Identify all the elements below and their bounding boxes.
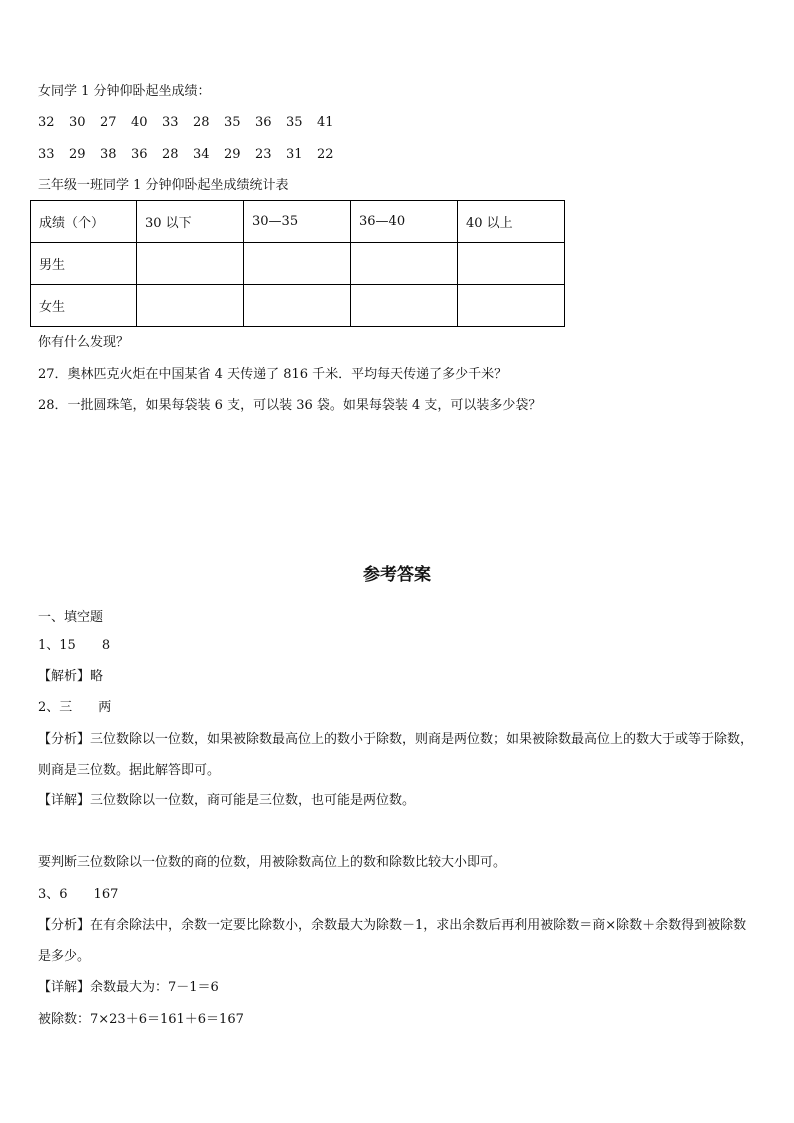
score: 29	[224, 147, 241, 162]
row-label-boys: 男生	[31, 243, 137, 285]
row-label-girls: 女生	[31, 285, 137, 327]
score: 36	[131, 147, 148, 162]
score: 31	[286, 147, 303, 162]
score: 22	[317, 147, 334, 162]
answers-title: 参考答案	[363, 565, 431, 585]
score: 35	[224, 115, 241, 130]
empty-cell	[458, 243, 565, 285]
table-row	[31, 285, 565, 327]
score: 30	[69, 115, 86, 130]
answer-2-detail: 【详解】三位数除以一位数，商可能是三位数，也可能是两位数。	[38, 793, 416, 808]
answer-1: 1、15 8	[38, 638, 111, 653]
score-statistics-table	[30, 200, 565, 327]
scores-row-2	[38, 146, 348, 164]
table-header-row	[31, 201, 565, 243]
answer-3: 3、6 167	[38, 887, 119, 902]
answer-2-note: 要判断三位数除以一位数的商的位数，用被除数高位上的数和除数比较大小即可。	[38, 855, 507, 870]
header-cell: 30 以下	[137, 201, 244, 243]
answer-3-calculation: 被除数：7×23＋6＝161＋6＝167	[38, 1012, 244, 1027]
girls-scores-label: 女同学 1 分钟仰卧起坐成绩：	[38, 84, 211, 99]
table-row	[31, 243, 565, 285]
header-cell: 30—35	[244, 201, 351, 243]
score: 27	[100, 115, 117, 130]
empty-cell	[351, 285, 458, 327]
header-cell: 40 以上	[458, 201, 565, 243]
scores-row-1	[38, 114, 348, 132]
score: 32	[38, 115, 55, 130]
answer-1-explanation: 【解析】略	[38, 669, 104, 684]
empty-cell	[244, 243, 351, 285]
score: 34	[193, 147, 210, 162]
score: 36	[255, 115, 272, 130]
question-28: 28．一批圆珠笔，如果每袋装 6 支，可以装 36 袋。如果每袋装 4 支，可以装多少袋？	[38, 398, 542, 413]
score: 38	[100, 147, 117, 162]
empty-cell	[351, 243, 458, 285]
table-title: 三年级一班同学 1 分钟仰卧起坐成绩统计表	[38, 178, 289, 193]
question-27: 27．奥林匹克火炬在中国某省 4 天传递了 816 千米．平均每天传递了多少千米？	[38, 367, 508, 382]
discovery-question: 你有什么发现？	[38, 335, 130, 350]
empty-cell	[137, 285, 244, 327]
score: 40	[131, 115, 148, 130]
score: 33	[162, 115, 179, 130]
empty-cell	[244, 285, 351, 327]
score: 35	[286, 115, 303, 130]
score: 29	[69, 147, 86, 162]
score: 28	[162, 147, 179, 162]
header-cell: 36—40	[351, 201, 458, 243]
score: 28	[193, 115, 210, 130]
section-heading: 一、填空题	[38, 610, 104, 625]
empty-cell	[458, 285, 565, 327]
answer-3-analysis: 【分析】在有余除法中，余数一定要比除数小，余数最大为除数－1，求出余数后再利用被除数＝商×除数＋余数得到被除数是多少。	[38, 918, 747, 964]
header-cell: 成绩（个）	[31, 201, 137, 243]
empty-cell	[137, 243, 244, 285]
answer-2-analysis: 【分析】三位数除以一位数，如果被除数最高位上的数小于除数，则商是两位数；如果被除数最高位上的数大于或等于除数，则商是三位数。据此解答即可。	[38, 732, 754, 778]
answer-2: 2、三 两	[38, 700, 112, 715]
score: 23	[255, 147, 272, 162]
score: 41	[317, 115, 334, 130]
score: 33	[38, 147, 55, 162]
answer-3-detail: 【详解】余数最大为：7－1＝6	[38, 980, 219, 995]
